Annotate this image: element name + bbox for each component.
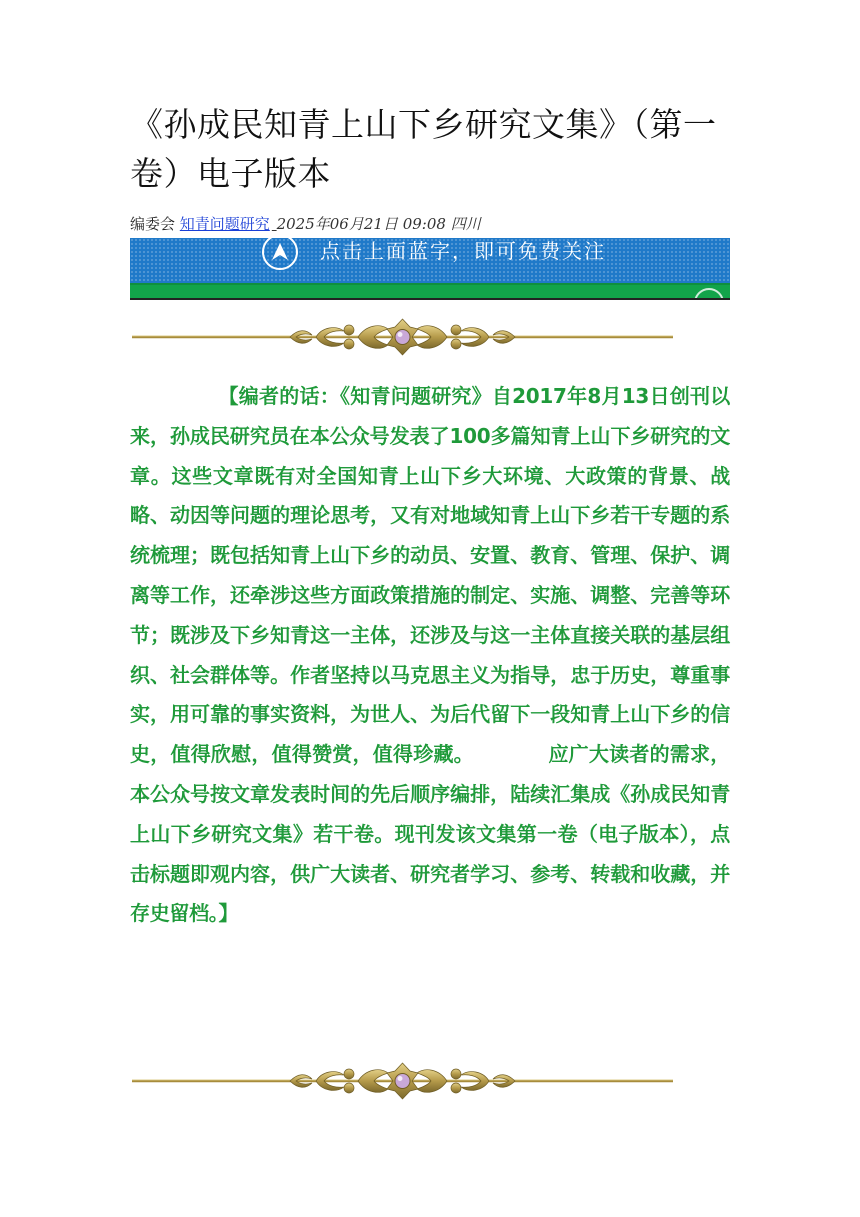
publish-date: 2025年06月21日 09:08 (276, 215, 446, 233)
account-link[interactable]: 知青问题研究 (179, 215, 270, 233)
article-meta (130, 214, 730, 234)
banner-follow-text: 点击上面蓝字，即可免费关注 (320, 239, 606, 263)
publish-location: 四川 (450, 215, 481, 233)
publish-time (272, 215, 481, 233)
banner-border (130, 298, 730, 300)
editor-note (130, 377, 730, 934)
author-name: 编委会 (130, 215, 176, 233)
editor-note-part2: 应广大读者的需求，本公众号按文章发表时间的先后顺序编排，陆续汇集成《孙成民知青上山下乡研究文集》若干卷。现刊发该文集第一卷（电子版本），点击标题即观内容，供广大读者、研究者学习、参考、转载和收藏，并存史留档。】 (130, 742, 730, 926)
ornament-divider-bottom (130, 1061, 675, 1101)
ornament-divider-top (130, 317, 675, 357)
editor-note-part1: 【编者的话：《知青问题研究》自2017年8月13日创刊以来，孙成民研究员在本公众号发表了100多篇知青上山下乡研究的文章。这些文章既有对全国知青上山下乡大环境、大政策的背景、战略、动因等问题的理论思考，又有对地域知青上山下乡若干专题的系统梳理；既包括知青上山下乡的动员、安置、教育、管理、保护、调离等工作，还牵涉这些方面政策措施的制定、实施、调整、完善等环节；既涉及下乡知青这一主体，还涉及与这一主体直接关联的基层组织、社会群体等。作者坚持以马克思主义为指导，忠于历史，尊重事实，用可靠的事实资料，为世人、为后代留下一段知青上山下乡的信史，值得欣慰，值得赞赏，值得珍藏。 (130, 384, 730, 767)
follow-banner[interactable] (130, 238, 730, 300)
article-title: 《孙成民知青上山下乡研究文集》（第一卷）电子版本 (130, 105, 717, 193)
